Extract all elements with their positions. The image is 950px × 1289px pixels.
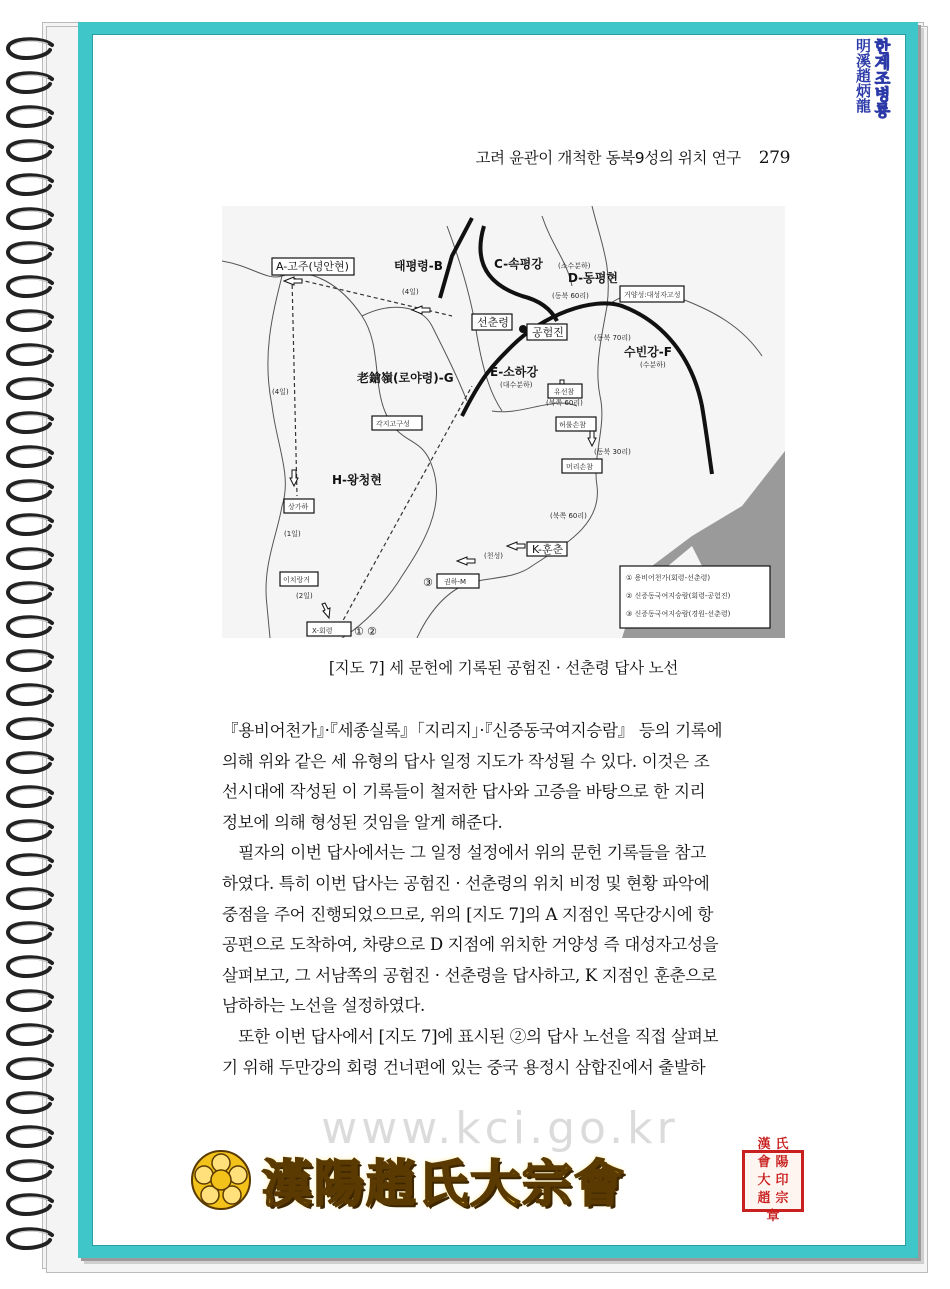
seal-char: 宗 [775,1191,789,1206]
map-legend-3: ③ 신증동국여지승람(경원-선춘령) [626,610,731,618]
body-line: 또한 이번 답사에서 [지도 7]에 표시된 ②의 답사 노선을 직접 살펴보 [222,1026,719,1046]
body-line: 하였다. 특히 이번 답사는 공험진 · 선춘령의 위치 비정 및 현황 파악에 [222,873,710,893]
spiral-ring-icon [4,1022,56,1048]
spiral-ring-icon [4,1124,56,1150]
map-label-C: C-속평강 [494,257,543,271]
map-label-X: X-회령 [312,627,333,635]
map-route-mark-1: ① [354,625,364,638]
clan-banner [190,1140,750,1220]
spiral-ring-icon [4,784,56,810]
map-note-nb30: (동북 30리) [594,448,631,456]
map-route-mark-3: ③ [423,576,433,589]
seal-char: 陽 [775,1155,789,1170]
spiral-ring-icon [4,988,56,1014]
corner-seal [846,38,898,130]
map-label-gajigogu: 각지고구성 [376,420,410,428]
map-note-nsoh: (천성) [484,552,503,560]
seal-char: 趙 [757,1191,771,1206]
seal-char: 大 [757,1173,771,1188]
spiral-ring-icon [4,478,56,504]
corner-seal-hangul: 한계조병룡 [872,38,891,118]
spiral-ring-icon [4,682,56,708]
seal-char: 會 [757,1155,771,1170]
spiral-ring-icon [4,1158,56,1184]
body-line: 선시대에 작성된 이 기록들이 철저한 답사와 고증을 바탕으로 한 지리 [222,782,706,802]
map-note-E: (대수분하) [500,381,533,389]
spiral-ring-icon [4,614,56,640]
red-seal-stamp [742,1137,804,1224]
running-head [420,146,790,168]
spiral-ring-icon [4,342,56,368]
body-line: 기 위해 두만강의 회령 건너편에 있는 중국 용정시 삼합진에서 출발하 [222,1057,706,1077]
spiral-ring-icon [4,104,56,130]
seal-char: 印 [775,1173,789,1188]
spiral-ring-icon [4,206,56,232]
map-note-nbk: (북쪽 60리) [550,512,587,520]
map-label-gongheomjin: 공험진 [532,326,564,339]
body-text [222,716,788,1083]
map-legend-2: ② 신증동국여지승람(회령-공험진) [626,592,731,600]
spiral-ring-icon [4,648,56,674]
spiral-ring-icon [4,852,56,878]
seal-char: 章 [766,1209,780,1224]
map-note-1il: (1일) [284,530,301,538]
spiral-ring-icon [4,308,56,334]
spiral-ring-icon [4,512,56,538]
map-note-2il: (2일) [296,592,313,600]
body-line: 공편으로 도착하여, 차량으로 D 지점에 위치한 거양성 즉 대성자고성을 [222,935,719,955]
spiral-ring-icon [4,886,56,912]
body-line: 살펴보고, 그 서남쪽의 공험진 · 선춘령을 답사하고, K 지점인 훈춘으로 [222,965,717,985]
map-label-B: 태평령-B [394,259,443,273]
spiral-ring-icon [4,920,56,946]
map-label-K: K-훈춘 [532,543,564,556]
spiral-ring-icon [4,410,56,436]
spiral-ring-icon [4,546,56,572]
spiral-ring-icon [4,1056,56,1082]
map-label-A: A-고주(녕안현) [276,260,349,273]
map-label-ichirang: 이치랑거 [283,576,311,584]
body-line: 정보에 의해 형성된 것임을 알게 해준다. [222,812,503,832]
map-label-G: 老鎗嶺(로야령)-G [357,371,454,385]
spiral-binding [0,36,60,1256]
page-number: 279 [758,148,790,168]
spiral-ring-icon [4,172,56,198]
map-note-nd70: (동북 70리) [594,334,631,342]
map-label-D: D-동평현 [568,271,618,285]
map-label-M: 권하-M [444,578,467,586]
corner-seal-hanja: 明溪趙炳龍 [854,38,872,113]
map-label-E: E-소하강 [490,365,538,379]
running-head-title: 고려 윤관이 개척한 동북9성의 위치 연구 [475,149,741,167]
seal-char: 漢 [757,1137,771,1152]
spiral-ring-icon [4,274,56,300]
map-label-H: H-왕청현 [332,473,382,487]
spiral-ring-icon [4,954,56,980]
map-label-sangga: 상가하 [288,503,309,511]
map-label-heoraseoncham: 허룰손참 [559,421,587,429]
spiral-ring-icon [4,376,56,402]
map-label-seonchunryeong: 선춘령 [477,316,509,329]
body-line: 중점을 주어 진행되었으므로, 위의 [지도 7]의 A 지점인 목단강시에 항 [222,904,714,924]
spiral-ring-icon [4,70,56,96]
spiral-ring-icon [4,818,56,844]
map-note-4il-b: (4일) [272,388,289,396]
spiral-ring-icon [4,138,56,164]
kci-watermark: www.kci.go.kr [321,1103,679,1154]
clan-emblem-icon [190,1149,252,1211]
body-line: 필자의 이번 답사에서는 그 일정 설정에서 위의 문헌 기록들을 참고 [222,843,706,863]
map-label-meorisonsam: 머리손참 [566,463,594,471]
map-note-C: (소수분하) [558,262,591,270]
map-note-F: (수분하) [640,361,666,369]
route-map [222,206,785,638]
spiral-ring-icon [4,444,56,470]
body-line: 의해 위와 같은 세 유형의 답사 일정 지도가 작성될 수 있다. 이것은 조 [222,751,710,771]
spiral-ring-icon [4,1192,56,1218]
spiral-ring-icon [4,240,56,266]
body-line: 남하하는 노선을 설정하였다. [222,996,425,1016]
spiral-ring-icon [4,1090,56,1116]
spiral-ring-icon [4,580,56,606]
map-caption: [지도 7] 세 문헌에 기록된 공험진 · 선춘령 답사 노선 [328,659,679,677]
spiral-ring-icon [4,716,56,742]
spiral-ring-icon [4,36,56,62]
spiral-ring-icon [4,1226,56,1252]
spiral-ring-icon [4,750,56,776]
map-route-mark-2: ② [367,625,377,638]
map-label-F: 수빈강-F [624,345,672,359]
clan-banner-text: 漢陽趙氏大宗會 [262,1155,626,1213]
map-legend-1: ① 용비어천가(회령-선춘령) [626,574,711,582]
body-line: 『용비어천가』·『세종실록』「지리지」·『신증동국여지승람』 등의 기록에 [222,721,723,740]
map-note-nseo: (동북 60리) [552,292,589,300]
map-note-nb60: (북쪽 60리) [546,399,583,407]
map-label-D-sub: 거양성:대성자고성 [624,291,681,299]
map-note-4il: (4일) [402,288,419,296]
seal-char: 氏 [775,1137,789,1152]
map-label-yuseonbi: 유선참 [554,388,575,396]
